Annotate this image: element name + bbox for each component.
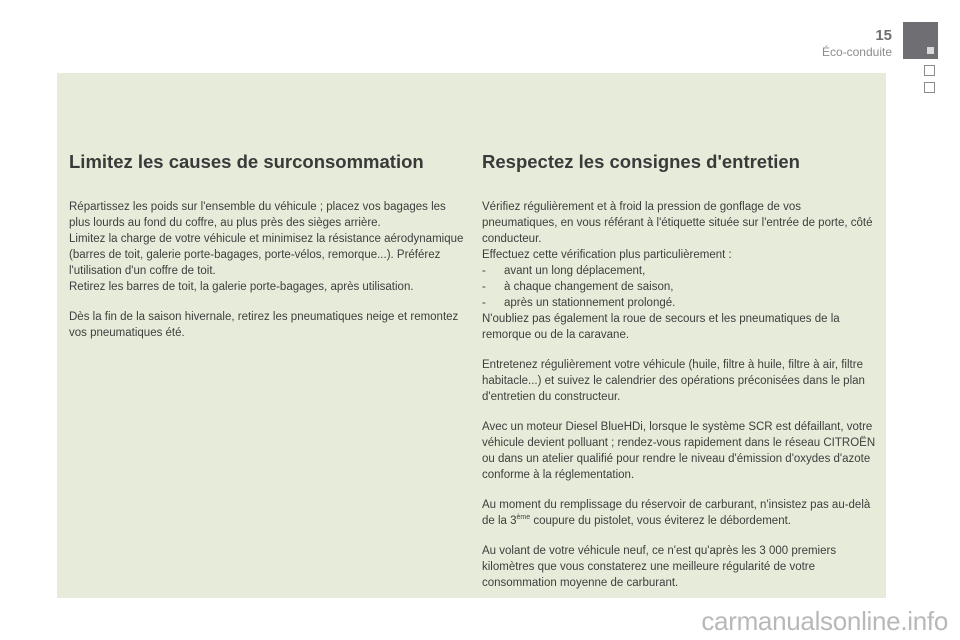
left-column <box>69 151 464 355</box>
chapter-tab-empty-1[interactable] <box>924 65 935 76</box>
left-p2-line-1: Dès la fin de la saison hivernale, retirez les pneumatiques neige et remontez vos pneumatiques été. <box>69 311 459 339</box>
list-dash: - <box>482 297 486 309</box>
content-panel <box>57 73 886 598</box>
left-p1-line-3: Retirez les barres de toit, la galerie porte-bagages, après utilisation. <box>69 281 414 293</box>
chapter-tab[interactable] <box>903 22 938 59</box>
right-paragraph-4 <box>482 497 877 529</box>
right-paragraph-1 <box>482 199 877 343</box>
list-item-text: avant un long déplacement, <box>504 265 646 277</box>
left-p1-line-1: Répartissez les poids sur l'ensemble du véhicule ; placez vos bagages les plus lourds au fond du coffre, au plus près des sièges arrière. <box>69 201 446 229</box>
left-paragraph-1 <box>69 199 464 295</box>
left-paragraph-2 <box>69 309 464 341</box>
chapter-tab-empty-2[interactable] <box>924 82 935 93</box>
right-heading: Respectez les consignes d'entretien <box>482 151 800 172</box>
tab-marker-icon <box>927 47 934 54</box>
right-paragraph-2: Entretenez régulièrement votre véhicule (huile, filtre à huile, filtre à air, filtre habitacle...) et suivez le calendrier des opérations préconisées dans le plan d'entretien du constructeur. <box>482 359 865 403</box>
right-p1-line-3: N'oubliez pas également la roue de secours et les pneumatiques de la remorque ou de la caravane. <box>482 313 840 341</box>
list-dash: - <box>482 281 486 293</box>
p4-text-after: coupure du pistolet, vous éviterez le débordement. <box>530 515 791 527</box>
left-p1-line-2: Limitez la charge de votre véhicule et minimisez la résistance aérodynamique (barres de toit, galerie porte-bagages, porte-vélos, remorque...). Préférez l'utilisation d'un coffre de toit. <box>69 233 464 277</box>
right-p1-line-1: Vérifiez régulièrement et à froid la pression de gonflage de vos pneumatiques, en vous référant à l'étiquette située sur l'entrée de porte, côté conducteur. <box>482 201 873 245</box>
right-column <box>482 151 877 605</box>
left-heading: Limitez les causes de surconsommation <box>69 151 424 172</box>
right-paragraph-5: Au volant de votre véhicule neuf, ce n'est qu'après les 3 000 premiers kilomètres que vous constaterez une meilleure régularité de votre consommation moyenne de carburant. <box>482 545 837 589</box>
list-item-text: à chaque changement de saison, <box>504 281 674 293</box>
list-dash: - <box>482 265 486 277</box>
list-item <box>482 295 877 311</box>
list-item-text: après un stationnement prolongé. <box>504 297 676 309</box>
right-p1-line-2: Effectuez cette vérification plus particulièrement : <box>482 249 732 261</box>
ordinal-superscript: ème <box>516 514 531 522</box>
list-item <box>482 263 877 279</box>
watermark: carmanualsonline.info <box>701 606 948 636</box>
p4-text-before: Au moment du remplissage du réservoir de carburant, n'insistez pas au-delà de la 3 <box>482 499 871 527</box>
list-item <box>482 279 877 295</box>
right-paragraph-3: Avec un moteur Diesel BlueHDi, lorsque le système SCR est défaillant, votre véhicule devient polluant ; rendez-vous rapidement dans le réseau CITROËN ou dans un atelier qualifié pour rendre le niveau d'émission d'oxydes d'azote conforme à la réglementation. <box>482 421 876 481</box>
page-number: 15 <box>875 27 892 44</box>
section-label: Éco-conduite <box>821 45 892 59</box>
